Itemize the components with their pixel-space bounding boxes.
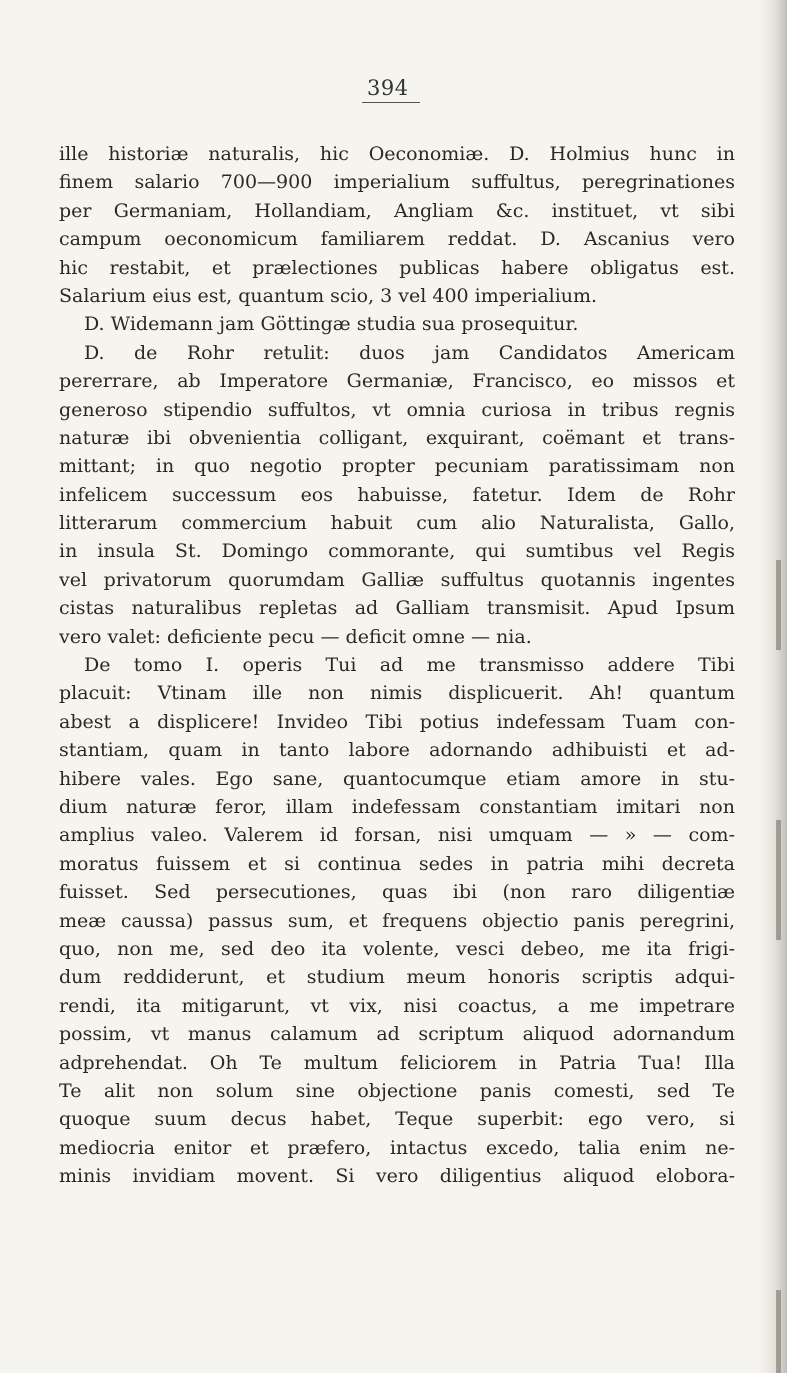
text-line: De tomo I. operis Tui ad me transmisso addere Tibi (84, 654, 735, 677)
text-line: D. de Rohr retulit: duos jam Candidatos Americam (84, 341, 735, 364)
text-line: stantiam, quam in tanto labore adornando adhibuisti et ad- (59, 739, 735, 762)
text-line: dium naturæ feror, illam indefessam constantiam imitari non (59, 795, 735, 818)
text-line: cistas naturalibus repletas ad Galliam transmisit. Apud Ipsum (59, 597, 735, 620)
text-line: rendi, ita mitigarunt, vt vix, nisi coactus, a me impetrare (59, 994, 735, 1017)
page-edge-mark (776, 560, 781, 650)
text-line: in insula St. Domingo commorante, qui sumtibus vel Regis (59, 540, 735, 563)
text-line: minis invidiam movent. Si vero diligentius aliquod elobora- (59, 1165, 735, 1188)
text-line: vel privatorum quorumdam Galliæ suffultus quotannis ingentes (59, 568, 735, 591)
page-edge-mark (776, 820, 781, 940)
text-line: quo, non me, sed deo ita volente, vesci debeo, me ita frigi- (59, 937, 735, 960)
page-number: 394 (367, 76, 409, 100)
text-line: adprehendat. Oh Te multum feliciorem in Patria Tua! Illa (59, 1051, 735, 1074)
text-line: naturæ ibi obvenientia colligant, exquirant, coëmant et trans- (59, 426, 735, 449)
text-line: vero valet: deficiente pecu — deficit omne — nia. (59, 625, 532, 648)
text-line: fuisset. Sed persecutiones, quas ibi (non raro diligentiæ (59, 881, 735, 904)
text-line: quoque suum decus habet, Teque superbit: ego vero, si (59, 1108, 735, 1131)
text-line: D. Widemann jam Göttingæ studia sua prosequitur. (84, 313, 579, 336)
text-line: dum reddiderunt, et studium meum honoris scriptis adqui- (59, 966, 735, 989)
text-line: meæ caussa) passus sum, et frequens objectio panis peregrini, (59, 909, 735, 932)
text-line: Salarium eius est, quantum scio, 3 vel 400 imperialium. (59, 284, 598, 307)
text-line: placuit: Vtinam ille non nimis displicuerit. Ah! quantum (59, 682, 735, 705)
page-edge-mark (776, 1290, 781, 1373)
page-edge-shadow (759, 0, 787, 1373)
text-line: infelicem successum eos habuisse, fatetur. Idem de Rohr (59, 483, 735, 506)
text-line: hic restabit, et prælectiones publicas habere obligatus est. (59, 256, 735, 279)
text-line: litterarum commercium habuit cum alio Naturalista, Gallo, (59, 512, 735, 535)
text-line: campum oeconomicum familiarem reddat. D. Ascanius vero (59, 228, 735, 251)
text-line: finem salario 700—900 imperialium suffultus, peregrinationes (59, 171, 735, 194)
text-line: per Germaniam, Hollandiam, Angliam &c. instituet, vt sibi (59, 199, 735, 222)
text-line: generoso stipendio suffultos, vt omnia curiosa in tribus regnis (59, 398, 735, 421)
text-line: amplius valeo. Valerem id forsan, nisi umquam — » — com- (59, 824, 735, 847)
text-line: mediocria enitor et præfero, intactus excedo, talia enim ne- (59, 1136, 735, 1159)
text-line: possim, vt manus calamum ad scriptum aliquod adornandum (59, 1023, 735, 1046)
text-line: Te alit non solum sine objectione panis comesti, sed Te (59, 1079, 735, 1102)
body-text (59, 140, 735, 1190)
text-line: pererrare, ab Imperatore Germaniæ, Francisco, eo missos et (59, 370, 735, 393)
text-line: mittant; in quo negotio propter pecuniam paratissimam non (59, 455, 735, 478)
page-number-underline (362, 102, 420, 103)
text-line: abest a displicere! Invideo Tibi potius indefessam Tuam con- (59, 710, 735, 733)
text-line: hibere vales. Ego sane, quantocumque etiam amore in stu- (59, 767, 735, 790)
text-line: moratus fuissem et si continua sedes in patria mihi decreta (59, 852, 735, 875)
text-line: ille historiæ naturalis, hic Oeconomiæ. D. Holmius hunc in (59, 143, 735, 165)
